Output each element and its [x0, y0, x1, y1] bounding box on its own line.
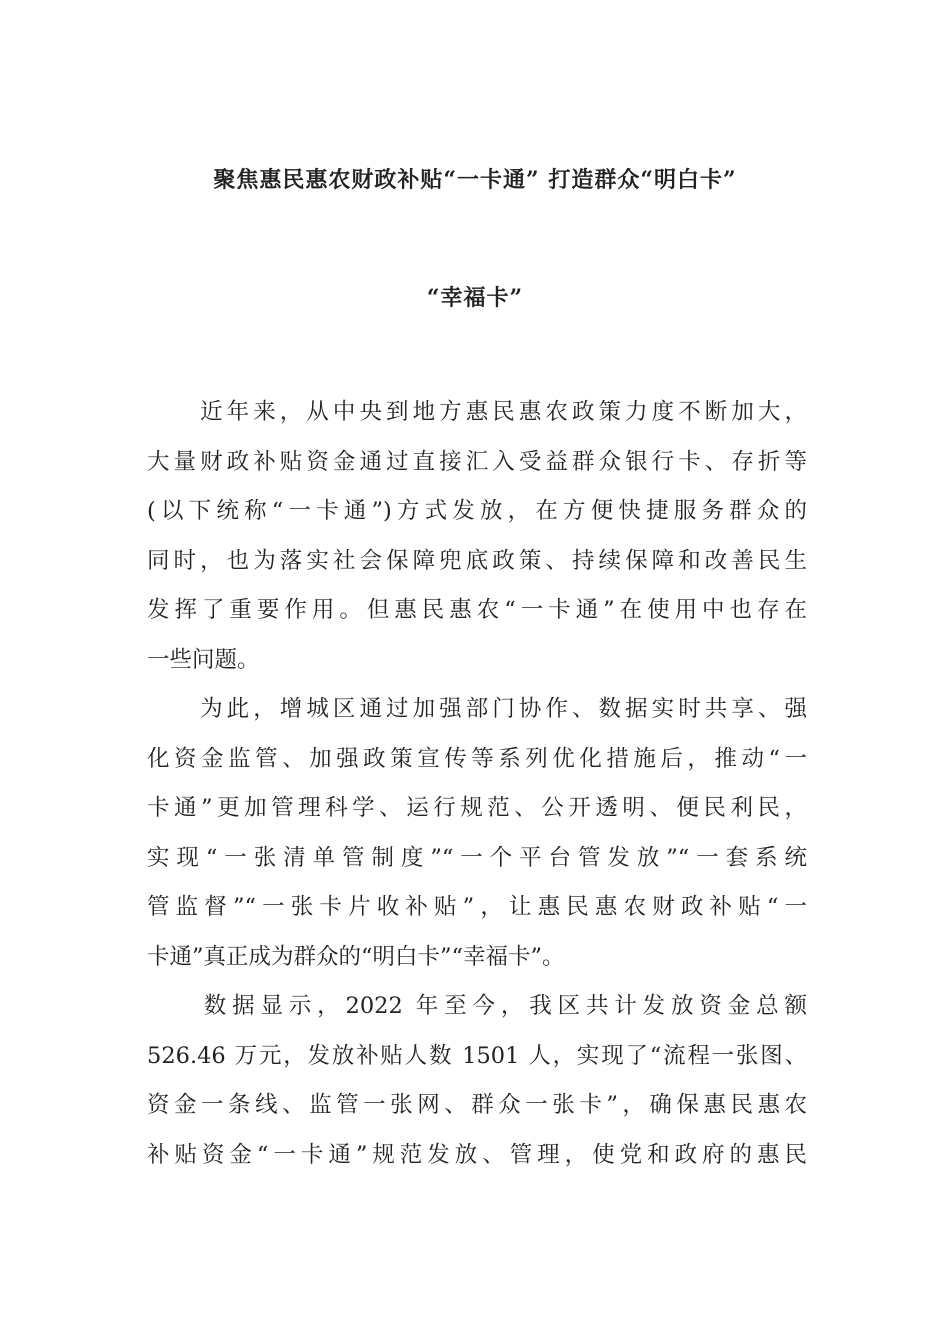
text-line: 补贴资金“一卡通”规范发放、管理，使党和政府的惠民 — [147, 1141, 807, 1168]
text-line: 一些问题。 — [147, 646, 260, 673]
text-line: 化资金监管、加强政策宣传等系列优化措施后，推动“一 — [147, 745, 807, 772]
paragraph — [147, 982, 807, 1180]
text-line: (以下统称“一卡通”)方式发放，在方便快捷服务群众的 — [147, 498, 807, 524]
text-line: 为此，增城区通过加强部门协作、数据实时共享、强 — [147, 696, 807, 722]
document-title-line-1: 聚焦惠民惠农财政补贴“一卡通” 打造群众“明白卡” — [213, 167, 737, 193]
text-line: 同时，也为落实社会保障兜底政策、持续保障和改善民生 — [147, 547, 807, 574]
text-line: 管监督”“一张卡片收补贴”，让惠民惠农财政补贴“一 — [147, 894, 807, 920]
text-line: 大量财政补贴资金通过直接汇入受益群众银行卡、存折等 — [147, 448, 807, 475]
paragraph — [147, 388, 807, 685]
text-line: 卡通”真正成为群众的“明白卡”“幸福卡”。 — [147, 943, 565, 970]
text-line: 526.46 万元，发放补贴人数 1501 人，实现了“流程一张图、 — [147, 1042, 807, 1069]
text-line: 数据显示，2022 年至今，我区共计发放资金总额 — [147, 993, 807, 1019]
text-line: 资金一条线、监管一张网、群众一张卡”，确保惠民惠农 — [147, 1092, 807, 1118]
text-line: 发挥了重要作用。但惠民惠农“一卡通”在使用中也存在 — [147, 597, 807, 623]
paragraph — [147, 685, 807, 982]
document-body — [147, 388, 807, 1180]
document-title-line-2: “幸福卡” — [426, 285, 524, 311]
text-line: 卡通”更加管理科学、运行规范、公开透明、便民利民， — [147, 795, 807, 821]
text-line: 近年来，从中央到地方惠民惠农政策力度不断加大， — [147, 399, 807, 425]
text-line: 实现“一张清单管制度”“一个平台管发放”“一套系统 — [147, 844, 807, 871]
